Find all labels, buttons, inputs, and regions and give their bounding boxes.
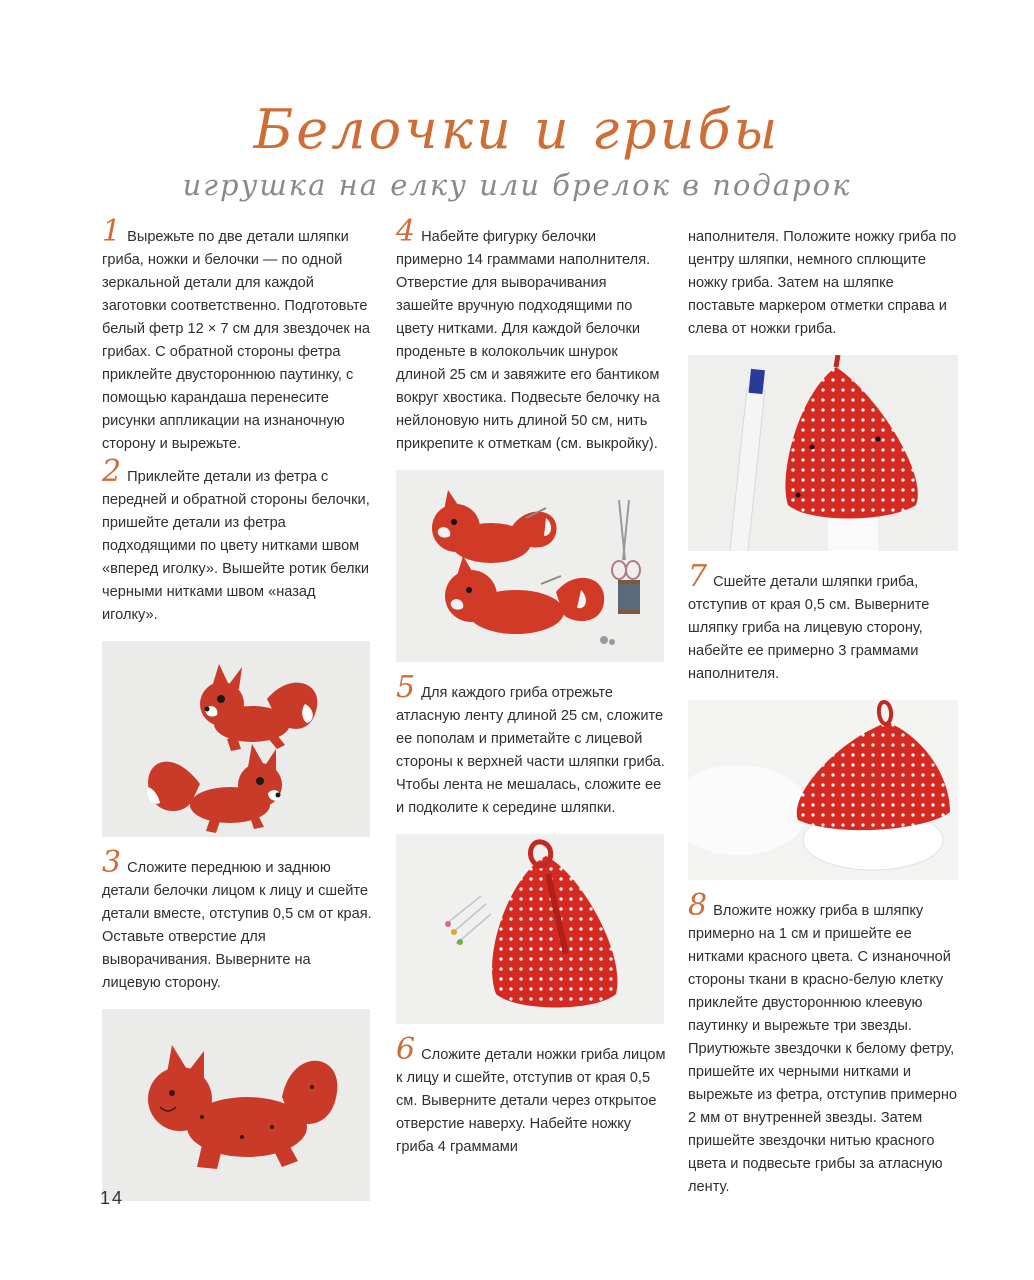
page-number: 14: [100, 1188, 125, 1208]
step-number: 3: [102, 845, 122, 880]
step-text: Вырежьте по две детали шляпки гриба, ножки и белочки — по одной зеркальной детали для каждой заготовки соответственно. Подготовьте белый фетр 12 × 7 см для звездочек на грибах. С обратной стороны фетра приклейте двустороннюю паутинку, с помощью карандаша перенесите рисунки аппликации на изнаночную сторону и вырежьте.: [102, 229, 371, 452]
photo-mushroom-marker: [688, 355, 958, 551]
step-6: [396, 1032, 666, 1159]
step-text: Для каждого гриба отрежьте атласную ленту длиной 25 см, сложите ее пополам и приметайте с лицевой стороны к верхней части шляпки гриба. Чтобы лента не мешалась, сложите ее и подколите к середине шляпки.: [396, 685, 665, 816]
step-number: 5: [396, 670, 416, 705]
step-text: Приклейте детали из фетра с передней и обратной стороны белочки, пришейте детали из фетра подходящими по цвету нитками швом «вперед иголку». Вышейте ротик белки черными нитками швом «назад иголку».: [102, 469, 370, 623]
step-number: 8: [688, 888, 708, 923]
step-1: [102, 214, 372, 456]
step-text: Сшейте детали шляпки гриба, отступив от края 0,5 см. Выверните шляпку гриба на лицевую сторону, набейте ее примерно 3 граммами наполнителя.: [688, 574, 930, 682]
step-2: [102, 454, 372, 627]
step-text: Вложите ножку гриба в шляпку примерно на 1 см и пришейте ее нитками красного цвета. С изнаночной стороны ткани в красно-белую клетку приклейте двустороннюю клеевую паутинку и вырежьте три звезды. Приутюжьте звездочки к белому фетру, пришейте их черными нитками и вырежьте из фетра, отступив примерно 2 мм от внутренней звезды. Затем пришейте звездочки нитью красного цвета и подвесьте грибы за атласную ленту.: [688, 903, 958, 1195]
step-6-continued: [688, 226, 960, 341]
step-8: [688, 888, 960, 1199]
step-number: 2: [102, 454, 122, 489]
step-text: Сложите детали ножки гриба лицом к лицу и сшейте, отступив от края 0,5 см. Выверните детали через открытое отверстие наверху. Набейте ножку гриба 4 граммами: [396, 1047, 666, 1155]
photo-mushroom-cap-ribbon: [396, 834, 664, 1024]
step-number: 7: [688, 559, 708, 594]
step-number: 6: [396, 1032, 416, 1067]
step-3: [102, 845, 372, 995]
photo-stuffed-squirrels: [396, 470, 664, 662]
step-7: [688, 559, 960, 686]
column-3: [688, 222, 960, 1205]
page-subtitle: игрушка на елку или брелок в подарок: [182, 168, 852, 202]
column-1: [102, 214, 372, 1217]
step-text: Набейте фигурку белочки примерно 14 граммами наполнителя. Отверстие для выворачивания зашейте вручную подходящими по цвету нитками. Для каждой белочки проденьте в колокольчик шнурок длиной 25 см и завяжите его бантиком вокруг хвостика. Подвесьте белочку на нейлоновую нить длиной 50 см, нить прикрепите к отметкам (см. выкройку).: [396, 229, 660, 452]
step-number: 4: [396, 214, 416, 249]
step-text: наполнителя. Положите ножку гриба по центру шляпки, немного сплющите ножку гриба. Затем на шляпке поставьте маркером отметки справа и слева от ножки гриба.: [688, 229, 957, 337]
photo-sewn-squirrel: [102, 1009, 370, 1201]
column-2: [396, 214, 666, 1165]
step-5: [396, 670, 666, 820]
photo-stuffed-mushroom-cap: [688, 700, 958, 880]
photo-felt-squirrels: [102, 641, 370, 837]
step-number: 1: [102, 214, 122, 249]
page-title: Белочки и грибы: [253, 98, 781, 161]
step-text: Сложите переднюю и заднюю детали белочки лицом к лицу и сшейте детали вместе, отступив 0,5 см от края. Оставьте отверстие для выворачивания. Выверните на лицевую сторону.: [102, 860, 372, 991]
step-4: [396, 214, 666, 456]
